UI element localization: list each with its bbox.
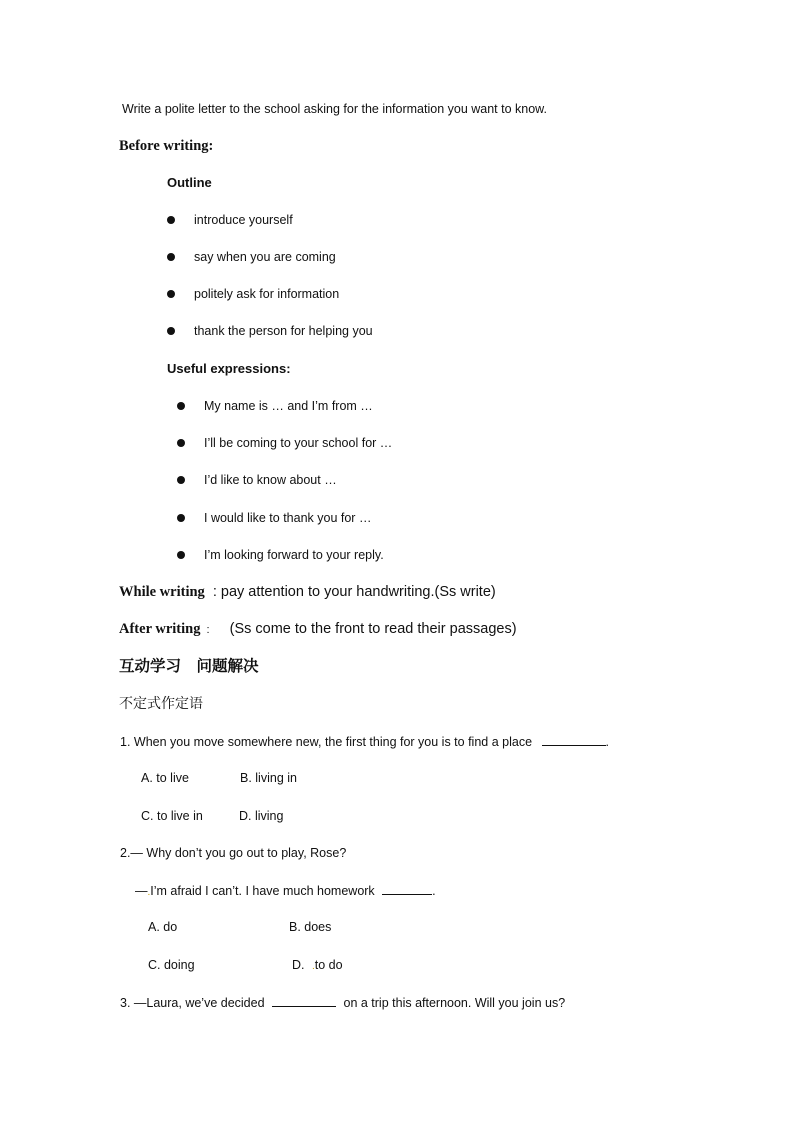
bullet-icon [167, 327, 175, 335]
question-3 [120, 994, 565, 1011]
expression-item: I’d like to know about … [204, 473, 337, 487]
after-writing-colon: : [206, 624, 210, 636]
option-d [292, 957, 343, 975]
bullet-icon [177, 551, 185, 559]
section-title: 互动学习 问题解决 [119, 658, 259, 675]
answer-blank [382, 882, 432, 895]
option-a: A. do [148, 920, 178, 934]
question-3-after: on a trip this afternoon. Will you join us? [343, 996, 566, 1010]
bullet-icon [167, 290, 175, 298]
bullet-icon [177, 402, 185, 410]
option-d-label: D. [292, 958, 305, 972]
expression-item: I’ll be coming to your school for … [204, 436, 393, 450]
option-d: D. living [239, 809, 284, 823]
expression-item: I’m looking forward to your reply. [204, 548, 384, 562]
expression-item: My name is … and I’m from … [204, 399, 373, 413]
bullet-icon [167, 253, 175, 261]
bullet-icon [177, 514, 185, 522]
bullet-icon [177, 439, 185, 447]
question-2-reply [135, 882, 436, 901]
option-c: C. to live in [141, 809, 203, 823]
option-b: B. does [289, 920, 332, 934]
option-b: B. living in [240, 771, 297, 785]
question-3-stem: 3. —Laura, we’ve decided [120, 996, 265, 1010]
reply-text: I’m afraid I can’t. I have much homework [150, 884, 375, 898]
while-writing-line [119, 584, 496, 600]
question-1 [120, 733, 609, 750]
option-a: A. to live [141, 771, 189, 785]
option-c: C. doing [148, 958, 195, 972]
outline-item: thank the person for helping you [194, 324, 373, 338]
question-1-end: . [605, 735, 609, 749]
after-writing-text: (Ss come to the front to read their passages) [229, 621, 517, 637]
bullet-icon [167, 216, 175, 224]
dot-mark: . [311, 961, 315, 972]
expression-item: I would like to thank you for … [204, 511, 372, 525]
option-d-text: to do [314, 958, 343, 972]
bullet-icon [177, 476, 185, 484]
while-writing-label: While writing [119, 584, 205, 600]
answer-blank [542, 733, 606, 746]
after-writing-label: After writing [119, 621, 201, 637]
outline-item: introduce yourself [194, 213, 293, 227]
grammar-topic: 不定式作定语 [119, 697, 203, 712]
after-writing-line [119, 621, 517, 638]
dot-mark: . [147, 887, 151, 898]
while-writing-text: : pay attention to your handwriting.(Ss write) [212, 584, 496, 600]
before-writing-heading: Before writing: [119, 138, 214, 154]
answer-blank [272, 994, 336, 1007]
reply-end: . [432, 884, 436, 898]
reply-dash: — [135, 884, 148, 898]
outline-item: politely ask for information [194, 287, 340, 301]
outline-item: say when you are coming [194, 250, 336, 264]
instruction-text: Write a polite letter to the school asking for the information you want to know. [122, 102, 547, 116]
outline-heading: Outline [167, 175, 212, 190]
question-1-stem: 1. When you move somewhere new, the first thing for you is to find a place [120, 735, 533, 749]
useful-expressions-heading: Useful expressions: [167, 361, 291, 376]
question-2-stem: 2.— Why don’t you go out to play, Rose? [120, 846, 347, 860]
